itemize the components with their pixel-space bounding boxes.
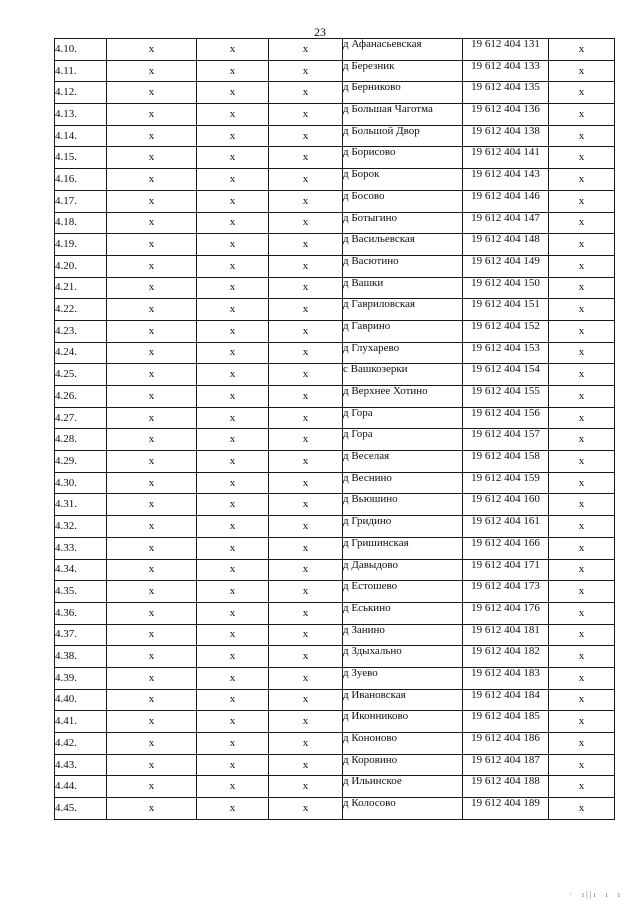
mark-cell: х <box>269 125 343 147</box>
mark-cell: х <box>549 559 615 581</box>
mark-cell: х <box>549 429 615 451</box>
mark-cell: х <box>269 82 343 104</box>
mark-cell: х <box>107 39 197 61</box>
table-row <box>55 407 615 429</box>
mark-cell: х <box>197 429 269 451</box>
mark-cell: х <box>107 624 197 646</box>
settlement-name-cell: д Гришинская <box>343 537 463 559</box>
mark-cell: х <box>269 342 343 364</box>
oktmo-code-cell: 19 612 404 141 <box>463 147 549 169</box>
mark-cell: х <box>269 364 343 386</box>
settlement-name-cell: д Ботыгино <box>343 212 463 234</box>
row-number-cell: 4.42. <box>55 733 107 755</box>
oktmo-code-cell: 19 612 404 161 <box>463 516 549 538</box>
table-row <box>55 299 615 321</box>
mark-cell: х <box>107 364 197 386</box>
settlement-name-cell: д Гридино <box>343 516 463 538</box>
mark-cell: х <box>197 407 269 429</box>
table-row <box>55 516 615 538</box>
mark-cell: х <box>107 190 197 212</box>
mark-cell: х <box>107 60 197 82</box>
mark-cell: х <box>197 147 269 169</box>
mark-cell: х <box>549 624 615 646</box>
mark-cell: х <box>549 82 615 104</box>
settlement-name-cell: д Ивановская <box>343 689 463 711</box>
oktmo-code-cell: 19 612 404 155 <box>463 386 549 408</box>
oktmo-code-cell: 19 612 404 183 <box>463 667 549 689</box>
mark-cell: х <box>269 798 343 820</box>
mark-cell: х <box>197 299 269 321</box>
oktmo-code-cell: 19 612 404 152 <box>463 320 549 342</box>
mark-cell: х <box>549 494 615 516</box>
table-row <box>55 104 615 126</box>
mark-cell: х <box>549 39 615 61</box>
mark-cell: х <box>269 60 343 82</box>
mark-cell: х <box>107 212 197 234</box>
oktmo-code-cell: 19 612 404 159 <box>463 472 549 494</box>
table-row <box>55 342 615 364</box>
oktmo-code-cell: 19 612 404 131 <box>463 39 549 61</box>
oktmo-code-cell: 19 612 404 171 <box>463 559 549 581</box>
table-row <box>55 364 615 386</box>
oktmo-code-cell: 19 612 404 188 <box>463 776 549 798</box>
settlement-name-cell: д Кононово <box>343 733 463 755</box>
mark-cell: х <box>269 537 343 559</box>
mark-cell: х <box>269 277 343 299</box>
oktmo-code-cell: 19 612 404 133 <box>463 60 549 82</box>
mark-cell: х <box>197 320 269 342</box>
settlement-name-cell: д Васильевская <box>343 234 463 256</box>
mark-cell: х <box>197 212 269 234</box>
mark-cell: х <box>549 646 615 668</box>
mark-cell: х <box>197 386 269 408</box>
mark-cell: х <box>269 776 343 798</box>
table-body <box>55 39 615 820</box>
table-row <box>55 559 615 581</box>
oktmo-code-cell: 19 612 404 157 <box>463 429 549 451</box>
row-number-cell: 4.25. <box>55 364 107 386</box>
settlement-name-cell: д Березник <box>343 60 463 82</box>
table-row <box>55 602 615 624</box>
oktmo-code-cell: 19 612 404 187 <box>463 754 549 776</box>
mark-cell: х <box>197 472 269 494</box>
row-number-cell: 4.19. <box>55 234 107 256</box>
settlement-name-cell: д Колосово <box>343 798 463 820</box>
settlement-name-cell: д Занино <box>343 624 463 646</box>
mark-cell: х <box>107 342 197 364</box>
settlement-name-cell: д Афанасьевская <box>343 39 463 61</box>
mark-cell: х <box>197 516 269 538</box>
row-number-cell: 4.26. <box>55 386 107 408</box>
table-row <box>55 234 615 256</box>
settlement-name-cell: с Вашкозерки <box>343 364 463 386</box>
mark-cell: х <box>269 169 343 191</box>
mark-cell: х <box>197 169 269 191</box>
oktmo-code-cell: 19 612 404 151 <box>463 299 549 321</box>
oktmo-code-cell: 19 612 404 136 <box>463 104 549 126</box>
table-row <box>55 190 615 212</box>
table-row <box>55 39 615 61</box>
row-number-cell: 4.23. <box>55 320 107 342</box>
mark-cell: х <box>269 104 343 126</box>
mark-cell: х <box>549 537 615 559</box>
mark-cell: х <box>269 472 343 494</box>
mark-cell: х <box>107 277 197 299</box>
table-row <box>55 320 615 342</box>
mark-cell: х <box>197 364 269 386</box>
mark-cell: х <box>549 516 615 538</box>
mark-cell: х <box>269 646 343 668</box>
table-row <box>55 472 615 494</box>
table-row <box>55 537 615 559</box>
row-number-cell: 4.16. <box>55 169 107 191</box>
mark-cell: х <box>269 190 343 212</box>
table-row <box>55 624 615 646</box>
mark-cell: х <box>269 299 343 321</box>
mark-cell: х <box>197 798 269 820</box>
mark-cell: х <box>197 733 269 755</box>
mark-cell: х <box>197 494 269 516</box>
mark-cell: х <box>549 667 615 689</box>
mark-cell: х <box>549 125 615 147</box>
mark-cell: х <box>269 320 343 342</box>
mark-cell: х <box>549 364 615 386</box>
mark-cell: х <box>107 169 197 191</box>
mark-cell: х <box>269 234 343 256</box>
mark-cell: х <box>197 581 269 603</box>
mark-cell: х <box>197 234 269 256</box>
mark-cell: х <box>549 407 615 429</box>
mark-cell: х <box>107 234 197 256</box>
table-row <box>55 776 615 798</box>
row-number-cell: 4.12. <box>55 82 107 104</box>
settlement-name-cell: д Большой Двор <box>343 125 463 147</box>
mark-cell: х <box>197 689 269 711</box>
mark-cell: х <box>197 646 269 668</box>
mark-cell: х <box>107 255 197 277</box>
mark-cell: х <box>549 386 615 408</box>
row-number-cell: 4.38. <box>55 646 107 668</box>
mark-cell: х <box>197 60 269 82</box>
table-row <box>55 169 615 191</box>
mark-cell: х <box>107 386 197 408</box>
oktmo-code-cell: 19 612 404 184 <box>463 689 549 711</box>
mark-cell: х <box>549 776 615 798</box>
row-number-cell: 4.43. <box>55 754 107 776</box>
mark-cell: х <box>197 277 269 299</box>
oktmo-code-cell: 19 612 404 148 <box>463 234 549 256</box>
table-row <box>55 733 615 755</box>
mark-cell: х <box>197 667 269 689</box>
settlement-name-cell: д Иконниково <box>343 711 463 733</box>
table-row <box>55 429 615 451</box>
page-number: 23 <box>314 25 326 39</box>
oktmo-code-cell: 19 612 404 173 <box>463 581 549 603</box>
row-number-cell: 4.44. <box>55 776 107 798</box>
table-row <box>55 147 615 169</box>
mark-cell: х <box>107 451 197 473</box>
row-number-cell: 4.22. <box>55 299 107 321</box>
mark-cell: х <box>197 104 269 126</box>
mark-cell: х <box>269 494 343 516</box>
mark-cell: х <box>549 581 615 603</box>
mark-cell: х <box>107 104 197 126</box>
table-row <box>55 689 615 711</box>
row-number-cell: 4.24. <box>55 342 107 364</box>
mark-cell: х <box>269 147 343 169</box>
mark-cell: х <box>197 711 269 733</box>
settlement-name-cell: д Гаврино <box>343 320 463 342</box>
table-row <box>55 798 615 820</box>
row-number-cell: 4.17. <box>55 190 107 212</box>
mark-cell: х <box>549 602 615 624</box>
oktmo-code-cell: 19 612 404 154 <box>463 364 549 386</box>
row-number-cell: 4.28. <box>55 429 107 451</box>
mark-cell: х <box>549 212 615 234</box>
oktmo-code-cell: 19 612 404 176 <box>463 602 549 624</box>
mark-cell: х <box>269 754 343 776</box>
oktmo-code-cell: 19 612 404 182 <box>463 646 549 668</box>
oktmo-code-cell: 19 612 404 143 <box>463 169 549 191</box>
mark-cell: х <box>549 234 615 256</box>
row-number-cell: 4.36. <box>55 602 107 624</box>
mark-cell: х <box>269 386 343 408</box>
settlement-name-cell: д Зуево <box>343 667 463 689</box>
mark-cell: х <box>269 407 343 429</box>
scan-artifact: · ı||ı ı ı <box>569 890 622 899</box>
mark-cell: х <box>107 125 197 147</box>
mark-cell: х <box>197 39 269 61</box>
mark-cell: х <box>269 581 343 603</box>
mark-cell: х <box>549 472 615 494</box>
mark-cell: х <box>107 711 197 733</box>
table-row <box>55 667 615 689</box>
table-row <box>55 386 615 408</box>
mark-cell: х <box>197 776 269 798</box>
settlement-name-cell: д Естошево <box>343 581 463 603</box>
row-number-cell: 4.45. <box>55 798 107 820</box>
mark-cell: х <box>549 190 615 212</box>
settlement-name-cell: д Еськино <box>343 602 463 624</box>
mark-cell: х <box>107 472 197 494</box>
table-row <box>55 451 615 473</box>
mark-cell: х <box>269 516 343 538</box>
settlement-name-cell: д Босово <box>343 190 463 212</box>
row-number-cell: 4.33. <box>55 537 107 559</box>
table-row <box>55 255 615 277</box>
settlement-name-cell: д Васютино <box>343 255 463 277</box>
mark-cell: х <box>197 82 269 104</box>
row-number-cell: 4.35. <box>55 581 107 603</box>
mark-cell: х <box>197 602 269 624</box>
settlement-name-cell: д Вашки <box>343 277 463 299</box>
oktmo-code-cell: 19 612 404 146 <box>463 190 549 212</box>
mark-cell: х <box>107 646 197 668</box>
mark-cell: х <box>197 559 269 581</box>
mark-cell: х <box>549 277 615 299</box>
mark-cell: х <box>107 559 197 581</box>
oktmo-code-cell: 19 612 404 147 <box>463 212 549 234</box>
row-number-cell: 4.14. <box>55 125 107 147</box>
oktmo-code-cell: 19 612 404 166 <box>463 537 549 559</box>
mark-cell: х <box>269 733 343 755</box>
mark-cell: х <box>107 429 197 451</box>
row-number-cell: 4.37. <box>55 624 107 646</box>
mark-cell: х <box>107 689 197 711</box>
mark-cell: х <box>549 299 615 321</box>
mark-cell: х <box>197 255 269 277</box>
mark-cell: х <box>269 559 343 581</box>
row-number-cell: 4.15. <box>55 147 107 169</box>
mark-cell: х <box>197 342 269 364</box>
row-number-cell: 4.11. <box>55 60 107 82</box>
row-number-cell: 4.13. <box>55 104 107 126</box>
table-row <box>55 212 615 234</box>
mark-cell: х <box>197 537 269 559</box>
settlement-name-cell: д Ильинское <box>343 776 463 798</box>
settlement-name-cell: д Борок <box>343 169 463 191</box>
row-number-cell: 4.10. <box>55 39 107 61</box>
settlement-name-cell: д Давыдово <box>343 559 463 581</box>
mark-cell: х <box>107 299 197 321</box>
settlement-name-cell: д Гора <box>343 429 463 451</box>
mark-cell: х <box>107 320 197 342</box>
oktmo-code-cell: 19 612 404 181 <box>463 624 549 646</box>
mark-cell: х <box>107 733 197 755</box>
row-number-cell: 4.41. <box>55 711 107 733</box>
oktmo-code-cell: 19 612 404 160 <box>463 494 549 516</box>
settlement-name-cell: д Гора <box>343 407 463 429</box>
mark-cell: х <box>269 667 343 689</box>
settlement-name-cell: д Большая Чаготма <box>343 104 463 126</box>
oktmo-code-cell: 19 612 404 158 <box>463 451 549 473</box>
mark-cell: х <box>549 60 615 82</box>
mark-cell: х <box>197 125 269 147</box>
mark-cell: х <box>107 602 197 624</box>
mark-cell: х <box>197 451 269 473</box>
row-number-cell: 4.21. <box>55 277 107 299</box>
table-row <box>55 60 615 82</box>
mark-cell: х <box>269 602 343 624</box>
oktmo-code-cell: 19 612 404 153 <box>463 342 549 364</box>
table-row <box>55 82 615 104</box>
mark-cell: х <box>107 798 197 820</box>
mark-cell: х <box>269 212 343 234</box>
mark-cell: х <box>107 147 197 169</box>
mark-cell: х <box>269 429 343 451</box>
settlement-name-cell: д Борисово <box>343 147 463 169</box>
mark-cell: х <box>107 537 197 559</box>
table-row <box>55 646 615 668</box>
mark-cell: х <box>549 754 615 776</box>
settlement-name-cell: д Гавриловская <box>343 299 463 321</box>
table-row <box>55 711 615 733</box>
mark-cell: х <box>107 667 197 689</box>
settlement-name-cell: д Верхнее Хотино <box>343 386 463 408</box>
mark-cell: х <box>107 407 197 429</box>
settlement-name-cell: д Глухарево <box>343 342 463 364</box>
mark-cell: х <box>197 190 269 212</box>
settlement-name-cell: д Веснино <box>343 472 463 494</box>
mark-cell: х <box>549 711 615 733</box>
mark-cell: х <box>197 754 269 776</box>
mark-cell: х <box>549 733 615 755</box>
table-row <box>55 754 615 776</box>
oktmo-code-cell: 19 612 404 150 <box>463 277 549 299</box>
row-number-cell: 4.29. <box>55 451 107 473</box>
table-row <box>55 125 615 147</box>
row-number-cell: 4.31. <box>55 494 107 516</box>
mark-cell: х <box>549 689 615 711</box>
mark-cell: х <box>107 754 197 776</box>
oktmo-code-cell: 19 612 404 138 <box>463 125 549 147</box>
table-row <box>55 581 615 603</box>
mark-cell: х <box>107 494 197 516</box>
mark-cell: х <box>549 147 615 169</box>
table-row <box>55 277 615 299</box>
mark-cell: х <box>269 711 343 733</box>
mark-cell: х <box>107 82 197 104</box>
mark-cell: х <box>549 169 615 191</box>
oktmo-code-cell: 19 612 404 135 <box>463 82 549 104</box>
mark-cell: х <box>269 39 343 61</box>
row-number-cell: 4.27. <box>55 407 107 429</box>
mark-cell: х <box>549 798 615 820</box>
mark-cell: х <box>269 689 343 711</box>
oktmo-code-cell: 19 612 404 156 <box>463 407 549 429</box>
mark-cell: х <box>107 516 197 538</box>
row-number-cell: 4.20. <box>55 255 107 277</box>
oktmo-code-cell: 19 612 404 185 <box>463 711 549 733</box>
oktmo-code-cell: 19 612 404 186 <box>463 733 549 755</box>
row-number-cell: 4.18. <box>55 212 107 234</box>
mark-cell: х <box>549 255 615 277</box>
row-number-cell: 4.32. <box>55 516 107 538</box>
mark-cell: х <box>269 624 343 646</box>
mark-cell: х <box>107 581 197 603</box>
row-number-cell: 4.30. <box>55 472 107 494</box>
oktmo-code-cell: 19 612 404 149 <box>463 255 549 277</box>
mark-cell: х <box>269 451 343 473</box>
settlement-name-cell: д Здыхально <box>343 646 463 668</box>
row-number-cell: 4.34. <box>55 559 107 581</box>
mark-cell: х <box>549 342 615 364</box>
settlement-name-cell: д Веселая <box>343 451 463 473</box>
mark-cell: х <box>549 451 615 473</box>
mark-cell: х <box>549 104 615 126</box>
mark-cell: х <box>107 776 197 798</box>
table-row <box>55 494 615 516</box>
mark-cell: х <box>197 624 269 646</box>
settlement-name-cell: д Берниково <box>343 82 463 104</box>
row-number-cell: 4.40. <box>55 689 107 711</box>
mark-cell: х <box>549 320 615 342</box>
mark-cell: х <box>269 255 343 277</box>
settlement-table <box>54 38 615 820</box>
settlement-name-cell: д Коровино <box>343 754 463 776</box>
row-number-cell: 4.39. <box>55 667 107 689</box>
settlement-name-cell: д Вьюшино <box>343 494 463 516</box>
oktmo-code-cell: 19 612 404 189 <box>463 798 549 820</box>
